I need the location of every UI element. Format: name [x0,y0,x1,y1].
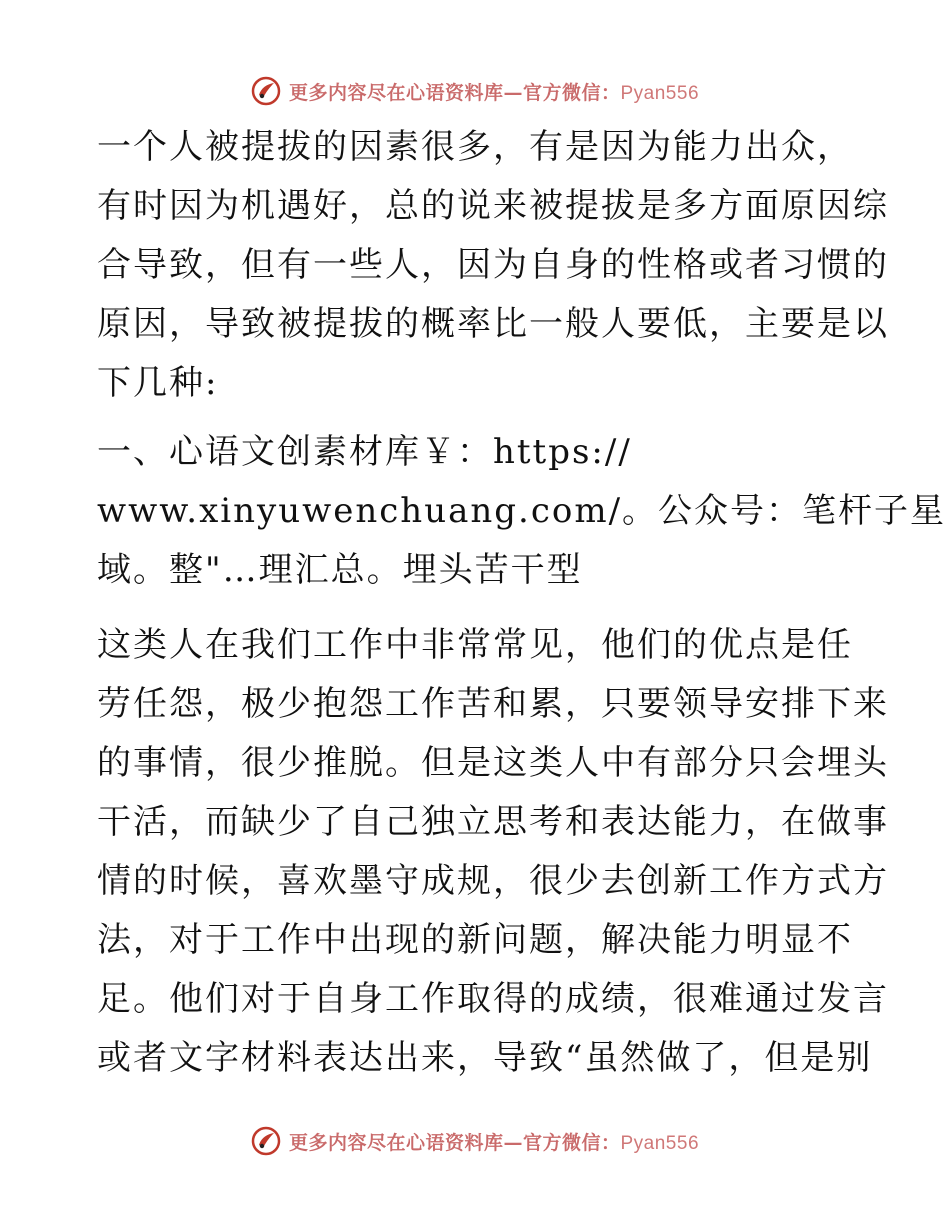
watermark-wechat-id: Pyan556 [620,1132,700,1154]
text-line: 下几种: [97,363,219,403]
text-line: 情的时候，喜欢墨守成规，很少去创新工作方式方 [97,861,889,901]
text-line: 的事情，很少推脱。但是这类人中有部分只会埋头 [97,743,889,783]
text-line: 原因，导致被提拔的概率比一般人要低，主要是以 [97,304,889,344]
paragraph-intro [97,118,889,413]
text-line: 有时因为机遇好，总的说来被提拔是多方面原因综 [97,186,889,226]
document-body [97,118,947,1088]
watermark-wechat-id: Pyan556 [620,82,700,104]
text-line: www.xinyuwenchuang.com/。公众号：笔杆子星 [97,491,947,531]
text-line: 干活，而缺少了自己独立思考和表达能力，在做事 [97,802,889,842]
text-line: 合导致，但有一些人，因为自身的性格或者习惯的 [97,245,889,285]
text-line: 一个人被提拔的因素很多，有是因为能力出众， [97,127,853,167]
seal-logo-icon [251,1126,281,1156]
text-line: 法，对于工作中出现的新问题，解决能力明显不 [97,920,853,960]
header-watermark [0,74,950,108]
seal-logo-icon [251,76,281,106]
text-line: 这类人在我们工作中非常常见，他们的优点是任 [97,625,853,665]
watermark-prefix: 更多内容尽在心语资料库—官方微信： [288,1131,621,1154]
paragraph-section-heading [97,423,947,600]
text-line: 域。整"…理汇总。埋头苦干型 [97,550,583,590]
watermark-text [289,1128,699,1155]
text-line: 足。他们对于自身工作取得的成绩，很难通过发言 [97,979,889,1019]
paragraph-body [97,616,889,1088]
text-line: 或者文字材料表达出来，导致“虽然做了，但是别 [97,1038,873,1078]
text-line: 劳任怨，极少抱怨工作苦和累，只要领导安排下来 [97,684,889,724]
footer-watermark [0,1124,950,1158]
watermark-prefix: 更多内容尽在心语资料库—官方微信： [288,81,621,104]
watermark-text [289,78,699,105]
text-line: 一、心语文创素材库￥：https:// [97,432,632,472]
